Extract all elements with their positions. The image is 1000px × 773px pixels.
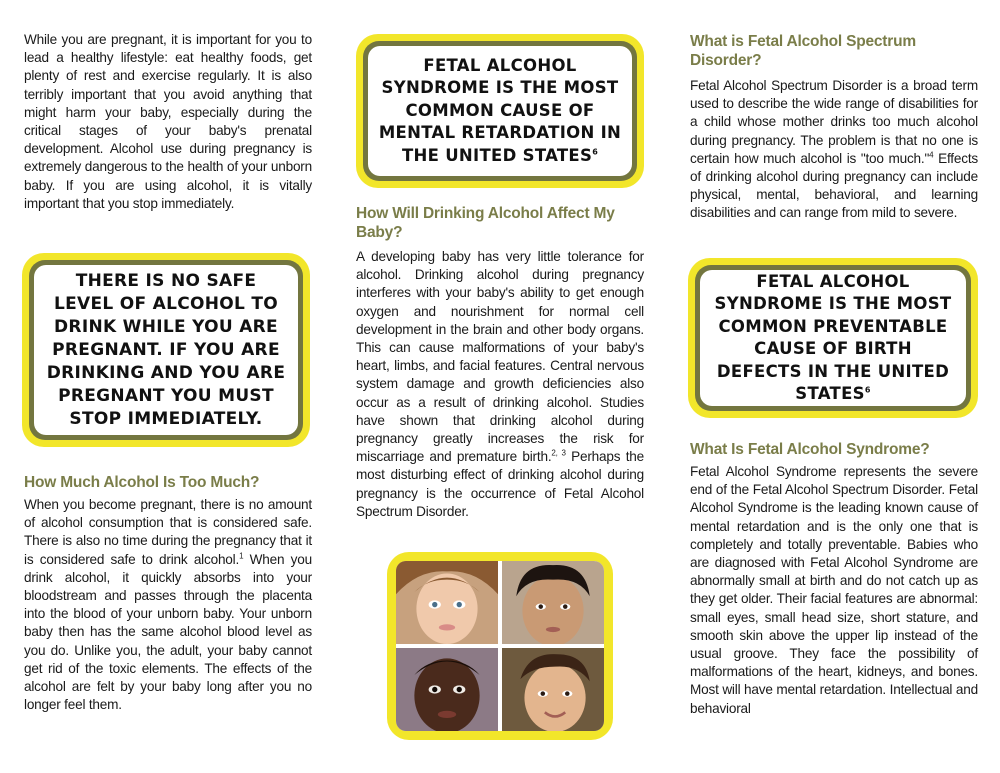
baby-photos-grid [396,561,604,731]
callout-birth-defects-text: FETAL ALCOHOL SYNDROME IS THE MOST COMMON PREVENTABLE CAUSE OF BIRTH DEFECTS IN THE UNITED STATES$^6$ [714,271,952,403]
heading-what-is-fasd: What is Fetal Alcohol Spectrum Disorder? [690,33,916,69]
child-photo-1 [396,561,498,644]
what-is-fas-paragraph: Fetal Alcohol Syndrome represents the severe end of the Fetal Alcohol Spectrum Disorder. Fetal Alcohol Syndrome is the leading known cause of mental retardation and is the only one that is completely and totally preventable. Babies who are diagnosed with Fetal Alcohol Syndrome are abnormally small at birth and do not catch up as they get older. Their facial features are abnormal: small eyes, small head size, short stature, and smooth skin above the upper lip instead of the usual groove. They face the possibility of malformations of the heart, kidneys, and bones. Most will have mental retardation. Intellectual and behavioral [690,464,978,716]
drinking-affect-paragraph: A developing baby has very little tolerance for alcohol. Drinking alcohol during pregnancy interferes with your baby's ability to get enough oxygen and nourishment for normal cell development in the brain and other body organs. This can cause malformations of your baby's heart, limbs, and facial features. Central nervous system damage and growth deficiencies also occur as a result of drinking alcohol. Studies have shown that drinking alcohol during pregnancy greatly increases the risk for miscarriage and premature birth.$^{2, 3}$ Perhaps the most disturbing effect of drinking alcohol during pregnancy is the occurrence of Fetal Alcohol Spectrum Disorder. [356,249,645,519]
heading-how-will-drinking-affect: How Will Drinking Alcohol Affect My Baby? [356,205,615,241]
baby-photos-frame [387,552,613,740]
callout-mental-retardation [356,34,644,188]
child-photo-4 [502,648,604,731]
how-much-alcohol-paragraph: When you become pregnant, there is no amount of alcohol consumption that is considered safe. There is also no time during the pregnancy that it is considered safe to drink alcohol.$^1$ When you drink alcohol, it quickly absorbs into your bloodstream and passes through the placenta into the blood of your unborn baby. Your unborn baby then has the same alcohol blood level as you do. Unlike you, the adult, your baby cannot get rid of the toxic elements. The effects of the alcohol are felt by your baby long after you no longer feel them. [24,497,312,713]
intro-paragraph: While you are pregnant, it is important for you to lead a healthy lifestyle: eat healthy foods, get plenty of rest and exercise regularly. It is also terribly important that you avoid anything that might harm your baby, especially during the critical stages of your baby's prenatal development. Alcohol use during pregnancy is extremely dangerous to the health of your unborn baby. If you are using alcohol, it is vitally important that you stop immediately. [24,32,312,211]
callout-mental-retardation-text: FETAL ALCOHOL SYNDROME IS THE MOST COMMON CAUSE OF MENTAL RETARDATION IN THE UNITED STATES$^6$ [378,55,622,165]
child-photo-3 [396,648,498,731]
callout-no-safe-level [22,253,310,447]
child-photo-2 [502,561,604,644]
heading-what-is-fas: What Is Fetal Alcohol Syndrome? [690,441,930,458]
heading-how-much-alcohol: How Much Alcohol Is Too Much? [24,474,260,491]
callout-birth-defects [688,258,978,418]
what-is-fasd-paragraph: Fetal Alcohol Spectrum Disorder is a broad term used to describe the wide range of disabilities for a child whose mother drinks too much alcohol during pregnancy. The problem is that no one is certain how much alcohol is "too much."$^4$ Effects of drinking alcohol during pregnancy can include physical, mental, behavioral, and learning disabilities and can range from mild to severe. [690,78,978,221]
callout-no-safe-level-text: THERE IS NO SAFE LEVEL OF ALCOHOL TO DRINK WHILE YOU ARE PREGNANT. IF YOU ARE DRINKING AND YOU ARE PREGNANT YOU MUST STOP IMMEDIATELY. [46,270,286,429]
